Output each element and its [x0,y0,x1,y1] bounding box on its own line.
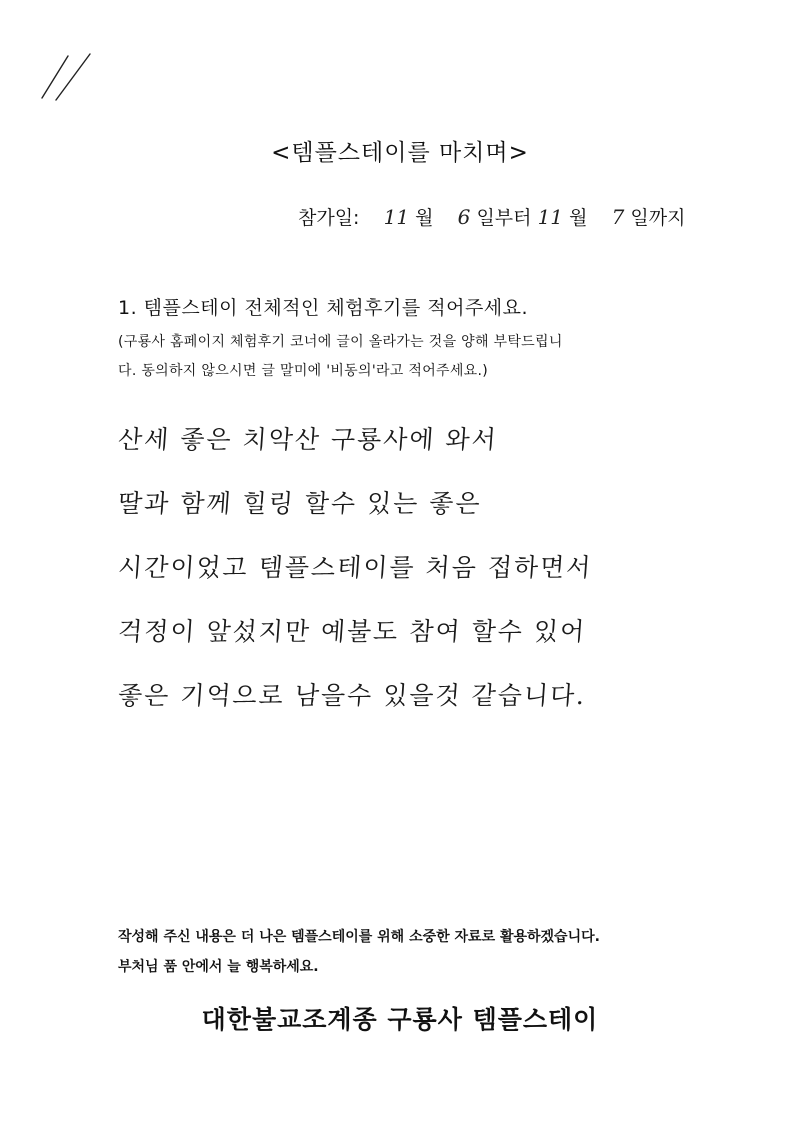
page-title: <템플스테이를 마치며> [271,140,529,166]
footer-line: 작성해 주신 내용은 더 나은 템플스테이를 위해 소중한 자료로 활용하겠습니다. [118,929,600,945]
question-note-line: (구룡사 홈페이지 체험후기 코너에 글이 올라가는 것을 양해 부탁드립니 [118,334,563,350]
start-day-value: 6 [457,205,471,229]
month-unit: 월 [415,207,434,229]
footer-line: 부처님 품 안에서 늘 행복하세요. [118,959,319,975]
handwritten-slash-mark [30,50,100,110]
answer-line: 시간이었고 템플스테이를 처음 접하면서 [117,553,594,582]
end-month-value: 11 [537,205,564,229]
answer-line: 걱정이 앞섰지만 예불도 참여 할수 있어 [117,617,588,646]
answer-line: 딸과 함께 힐링 할수 있는 좋은 [117,489,483,518]
participation-label: 참가일: [298,207,360,229]
month-unit: 월 [569,207,588,229]
handwritten-answer [118,408,718,728]
organization-name: 대한불교조계종 구룡사 템플스테이 [201,1005,599,1034]
end-day-value: 7 [611,205,625,229]
participation-dates [298,203,685,230]
from-text: 일부터 [476,207,532,229]
answer-line: 산세 좋은 치악산 구룡사에 와서 [117,425,499,454]
until-text: 일까지 [630,207,686,229]
start-month-value: 11 [383,205,410,229]
question-note [118,328,698,386]
question-note-line: 다. 동의하지 않으시면 글 말미에 '비동의'라고 적어주세요.) [118,363,489,379]
question-heading: 1. 템플스테이 전체적인 체험후기를 적어주세요. [118,297,529,319]
footer-note [118,922,600,982]
answer-line: 좋은 기억으로 남을수 있을것 같습니다. [117,681,588,710]
